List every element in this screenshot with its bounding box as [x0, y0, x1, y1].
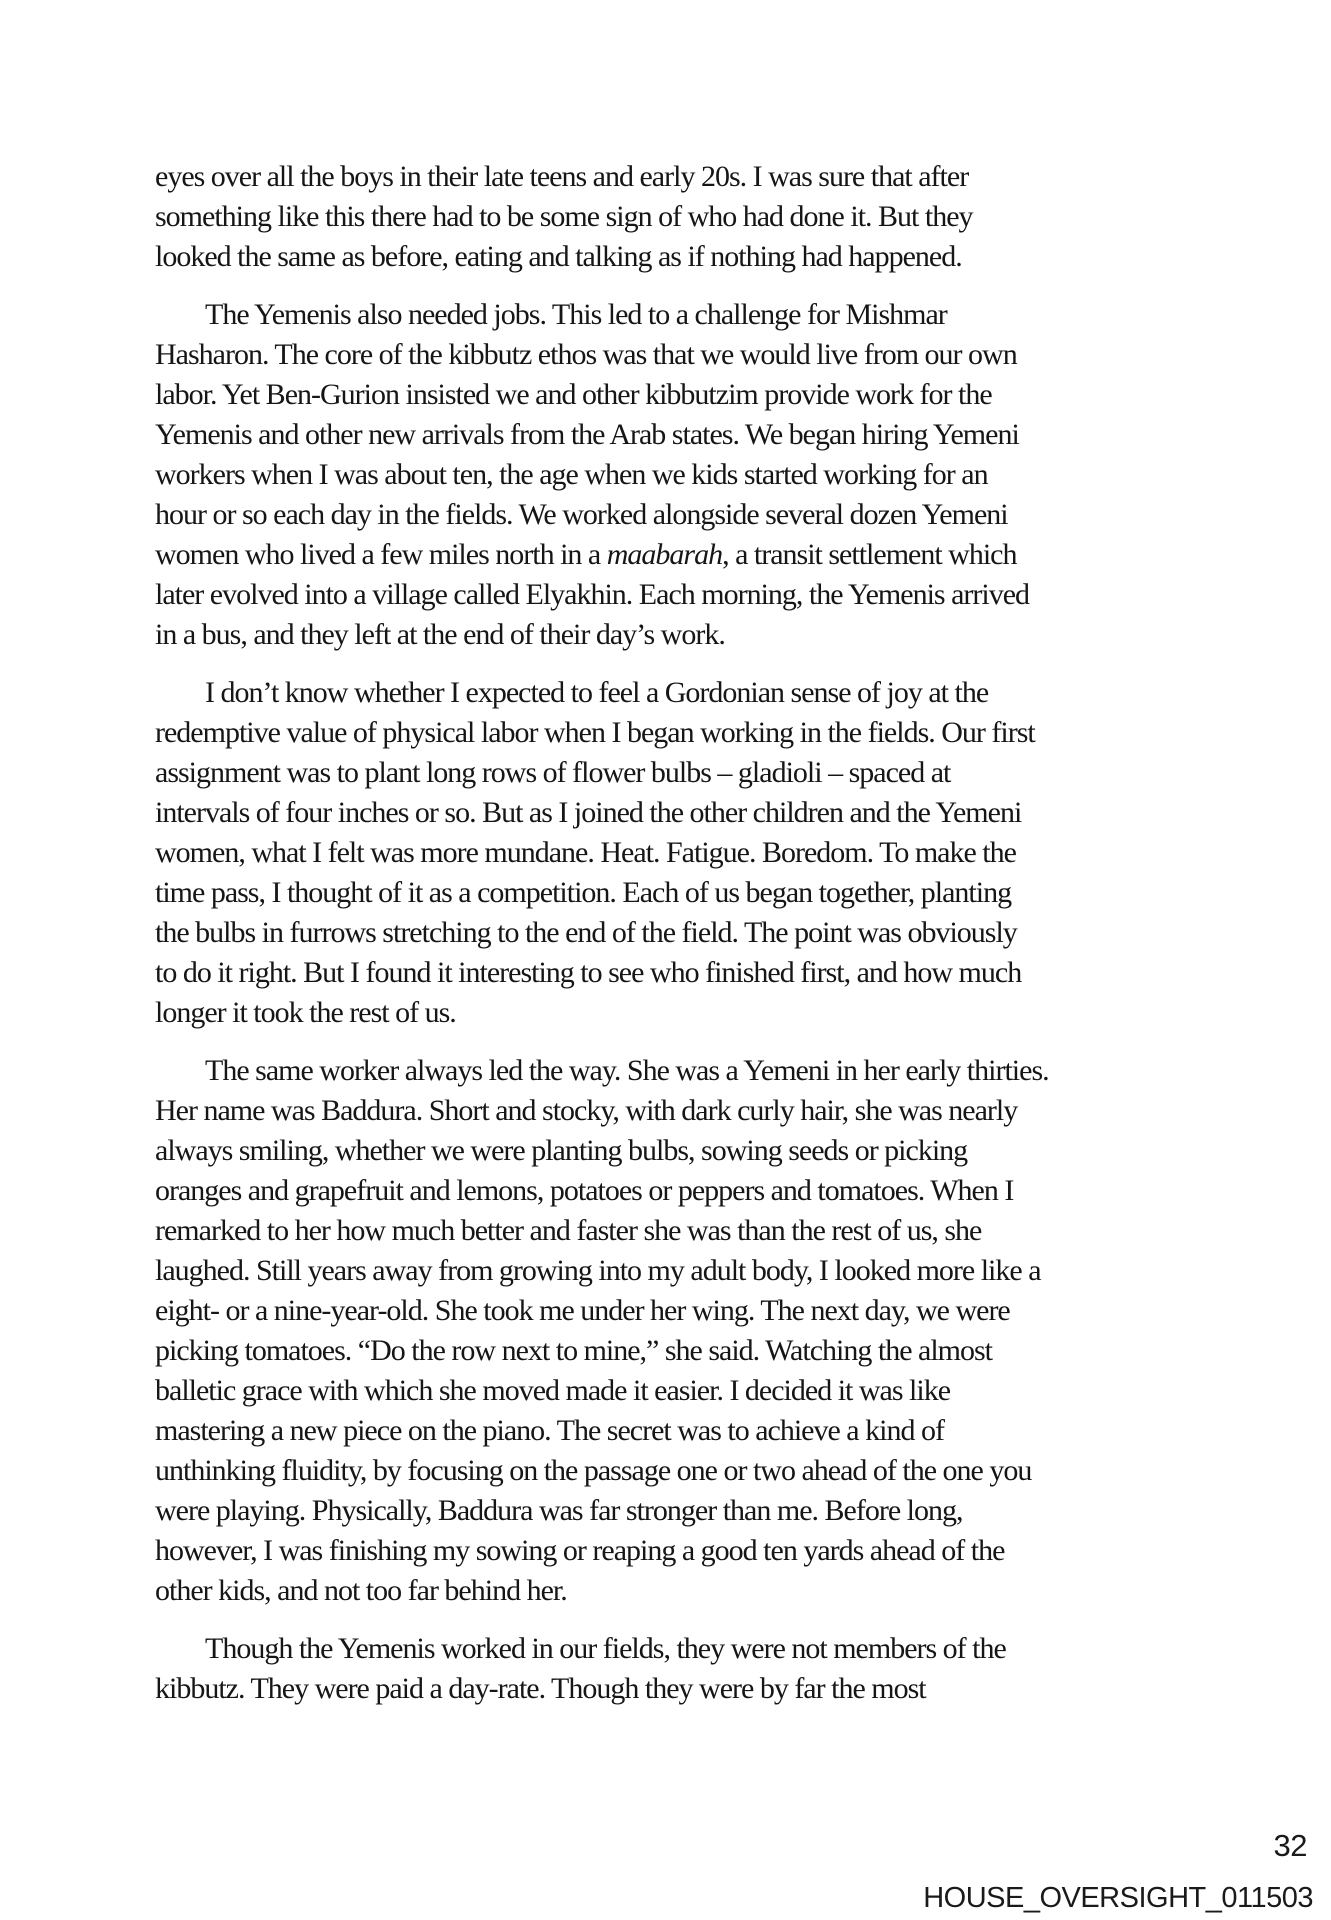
text-line: women, what I felt was more mundane. Heat. Fatigue. Boredom. To make the — [155, 836, 1016, 869]
text-line: in a bus, and they left at the end of their day’s work. — [155, 618, 725, 651]
italic-term: maabarah — [606, 538, 723, 571]
body-text — [155, 157, 1185, 1727]
text-line: Hasharon. The core of the kibbutz ethos was that we would live from our own — [155, 338, 1017, 371]
text-line: balletic grace with which she moved made it easier. I decided it was like — [155, 1374, 951, 1407]
text-line: later evolved into a village called Elyakhin. Each morning, the Yemenis arrived — [155, 578, 1030, 611]
text-line: intervals of four inches or so. But as I joined the other children and the Yemeni — [155, 796, 1022, 829]
paragraph-5 — [155, 1629, 1185, 1709]
paragraph-2 — [155, 295, 1185, 655]
text-segment: , a transit settlement which — [722, 538, 1017, 571]
text-line: I don’t know whether I expected to feel a Gordonian sense of joy at the — [205, 676, 989, 709]
paragraph-1 — [155, 157, 1185, 277]
text-line: kibbutz. They were paid a day-rate. Though they were by far the most — [155, 1672, 926, 1705]
text-line: Though the Yemenis worked in our fields, they were not members of the — [205, 1632, 1006, 1665]
text-line — [155, 535, 1185, 575]
text-line: oranges and grapefruit and lemons, potatoes or peppers and tomatoes. When I — [155, 1174, 1014, 1207]
bates-stamp: HOUSE_OVERSIGHT_011503 — [923, 1882, 1313, 1914]
text-line: remarked to her how much better and faster she was than the rest of us, she — [155, 1214, 982, 1247]
page-number: 32 — [1273, 1828, 1307, 1863]
text-line: something like this there had to be some sign of who had done it. But they — [155, 200, 973, 233]
text-line: time pass, I thought of it as a competition. Each of us began together, planting — [155, 876, 1012, 909]
text-line: The same worker always led the way. She was a Yemeni in her early thirties. — [205, 1054, 1049, 1087]
text-line: picking tomatoes. “Do the row next to mine,” she said. Watching the almost — [155, 1334, 993, 1367]
text-line: looked the same as before, eating and talking as if nothing had happened. — [155, 240, 962, 273]
text-line: labor. Yet Ben-Gurion insisted we and other kibbutzim provide work for the — [155, 378, 992, 411]
text-line: laughed. Still years away from growing into my adult body, I looked more like a — [155, 1254, 1041, 1287]
paragraph-4 — [155, 1051, 1185, 1611]
text-line: always smiling, whether we were planting bulbs, sowing seeds or picking — [155, 1134, 968, 1167]
text-line: other kids, and not too far behind her. — [155, 1574, 567, 1607]
text-line: eight- or a nine-year-old. She took me under her wing. The next day, we were — [155, 1294, 1010, 1327]
text-line: unthinking fluidity, by focusing on the passage one or two ahead of the one you — [155, 1454, 1032, 1487]
paragraph-3 — [155, 673, 1185, 1033]
text-line: Her name was Baddura. Short and stocky, with dark curly hair, she was nearly — [155, 1094, 1018, 1127]
text-line: eyes over all the boys in their late teens and early 20s. I was sure that after — [155, 160, 969, 193]
text-line: were playing. Physically, Baddura was far stronger than me. Before long, — [155, 1494, 963, 1527]
text-line: longer it took the rest of us. — [155, 996, 456, 1029]
text-line: assignment was to plant long rows of flower bulbs – gladioli – spaced at — [155, 756, 951, 789]
text-line: Yemenis and other new arrivals from the Arab states. We began hiring Yemeni — [155, 418, 1019, 451]
text-line: the bulbs in furrows stretching to the end of the field. The point was obviously — [155, 916, 1017, 949]
text-line: mastering a new piece on the piano. The secret was to achieve a kind of — [155, 1414, 944, 1447]
text-line: redemptive value of physical labor when I began working in the fields. Our first — [155, 716, 1035, 749]
text-line: The Yemenis also needed jobs. This led to a challenge for Mishmar — [205, 298, 947, 331]
text-segment: women who lived a few miles north in a — [155, 538, 607, 571]
text-line: however, I was finishing my sowing or reaping a good ten yards ahead of the — [155, 1534, 1005, 1567]
text-line: to do it right. But I found it interesting to see who finished first, and how much — [155, 956, 1022, 989]
text-line: hour or so each day in the fields. We worked alongside several dozen Yemeni — [155, 498, 1008, 531]
text-line: workers when I was about ten, the age when we kids started working for an — [155, 458, 988, 491]
